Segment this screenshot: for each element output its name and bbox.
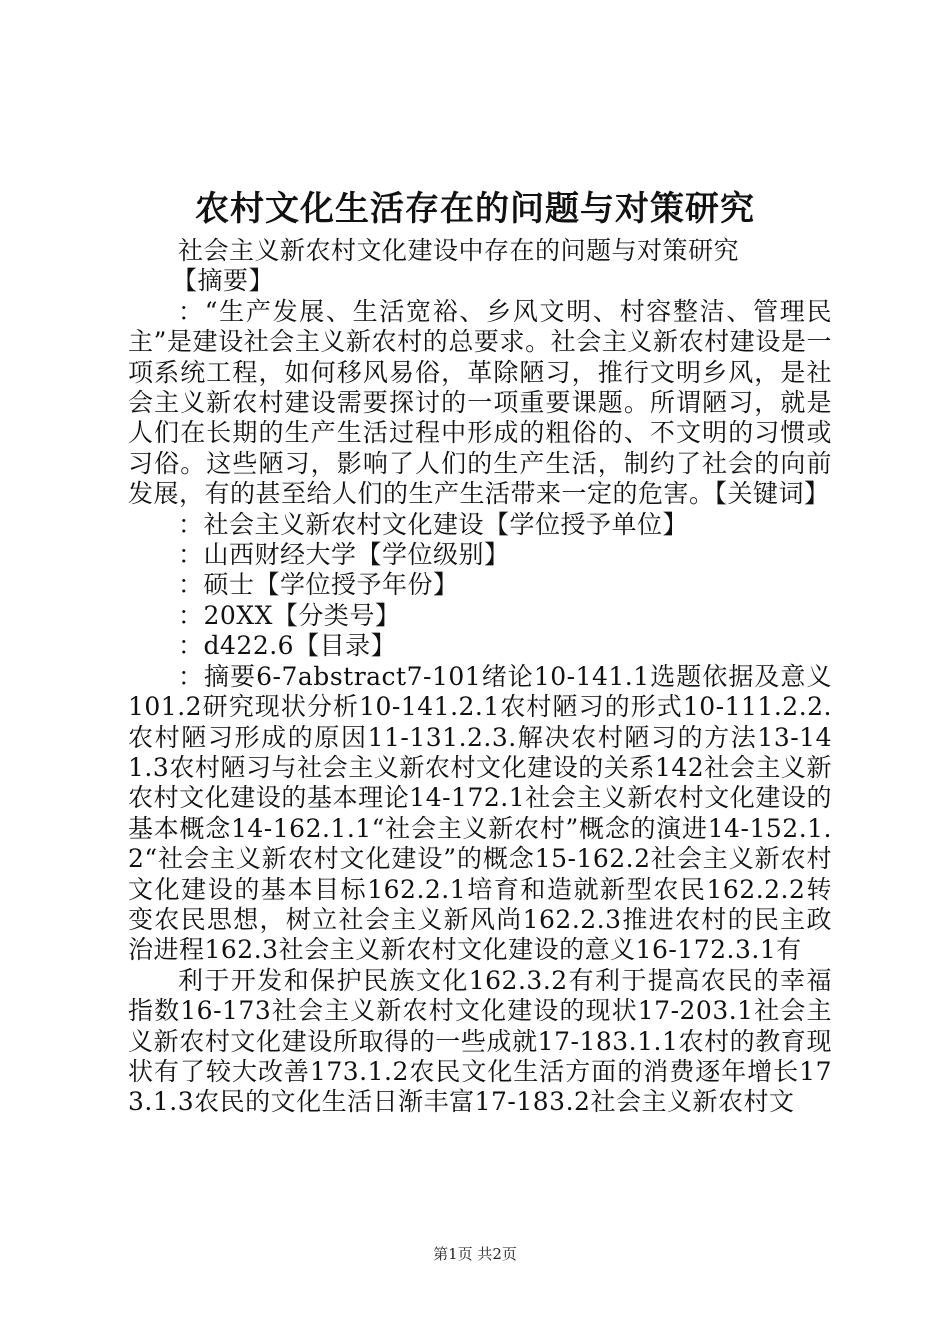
degree-year-paragraph: ：20XX【分类号】 <box>178 600 401 630</box>
abstract-heading: 【摘要】 <box>172 266 275 296</box>
toc-continued-paragraph: 利于开发和保护民族文化162.3.2有利于提高农民的幸福指数16-173社会主义新农村文化建设的现状17-203.1社会主义新农村文化建设所取得的一些成就17-183.1.1农村的教育现状有了较大改善173.1.2农民文化生活方面的消费逐年增长173.1.3农民的文化生活日渐丰富17-183.2社会主义新农村文 <box>128 965 832 1117</box>
document-title: 农村文化生活存在的问题与对策研究 <box>195 189 755 229</box>
subtitle-paragraph: 社会主义新农村文化建设中存在的问题与对策研究 <box>178 236 740 265</box>
toc-paragraph: ：摘要6-7abstract7-101绪论10-141.1选题依据及意义101.2研究现状分析10-141.2.1农村陋习的形式10-111.2.2.农村陋习形成的原因11-131.2.3.解决农村陋习的方法13-141.3农村陋习与社会主义新农村文化建设的关系142社会主义新农村文化建设的基本理论14-172.1社会主义新农村文化建设的基本概念14-162.1.1“社会主义新农村”概念的演进14-152.1.2“社会主义新农村文化建设”的概念15-162.2社会主义新农村文化建设的基本目标162.2.1培育和造就新型农民162.2.2转变农民思想，树立社会主义新风尚162.2.3推进农村的民主政治进程162.3社会主义新农村文化建设的意义16-172.3.1有 <box>128 661 832 965</box>
classification-paragraph: ：d422.6【目录】 <box>178 631 397 661</box>
degree-level-paragraph: ：硕士【学位授予年份】 <box>178 570 459 600</box>
keywords-paragraph: ：社会主义新农村文化建设【学位授予单位】 <box>178 509 689 539</box>
document-body <box>128 236 832 1118</box>
degree-unit-paragraph: ：山西财经大学【学位级别】 <box>178 540 510 570</box>
abstract-paragraph: ：“生产发展、生活宽裕、乡风文明、村容整洁、管理民主”是建设社会主义新农村的总要求。社会主义新农村建设是一项系统工程，如何移风易俗，革除陋习，推行文明乡风，是社会主义新农村建设需要探讨的一项重要课题。所谓陋习，就是人们在长期的生产生活过程中形成的粗俗的、不文明的习惯或习俗。这些陋习，影响了人们的生产生活，制约了社会的向前发展，有的甚至给人们的生产生活带来一定的危害。【关键词】 <box>128 296 832 509</box>
page-number-footer: 第1页 共2页 <box>433 1245 517 1263</box>
